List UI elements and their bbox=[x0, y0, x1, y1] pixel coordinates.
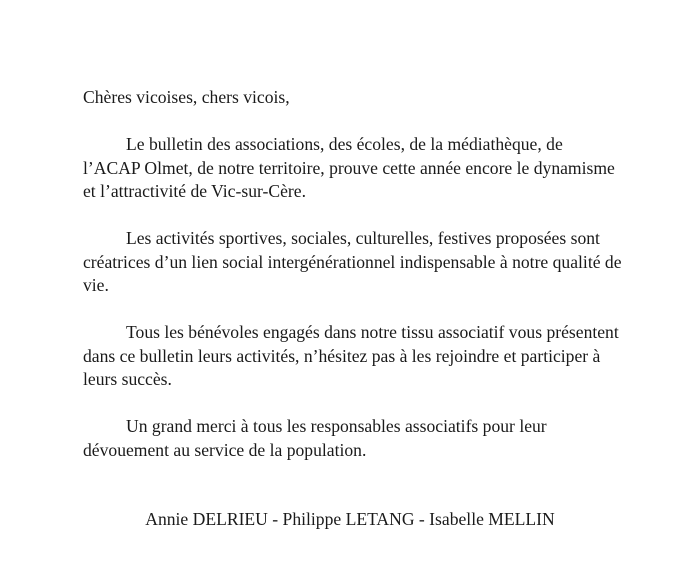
paragraph-activities: Les activités sportives, sociales, culturelles, festives proposées sont créatrices d’un lien social intergénérationnel indispensable à notre qualité de vie. bbox=[83, 228, 622, 295]
letter-body bbox=[83, 86, 623, 486]
paragraph-thanks: Un grand merci à tous les responsables associatifs pour leur dévouement au service de la population. bbox=[83, 416, 547, 460]
paragraph-bulletin: Le bulletin des associations, des écoles, de la médiathèque, de l’ACAP Olmet, de notre territoire, prouve cette année encore le dynamisme et l’attractivité de Vic-sur-Cère. bbox=[83, 134, 615, 201]
salutation: Chères vicoises, chers vicois, bbox=[83, 87, 290, 107]
paragraph-volunteers: Tous les bénévoles engagés dans notre tissu associatif vous présentent dans ce bulletin leurs activités, n’hésitez pas à les rejoindre et participer à leurs succès. bbox=[83, 322, 619, 389]
signature: Annie DELRIEU - Philippe LETANG - Isabelle MELLIN bbox=[145, 509, 555, 529]
